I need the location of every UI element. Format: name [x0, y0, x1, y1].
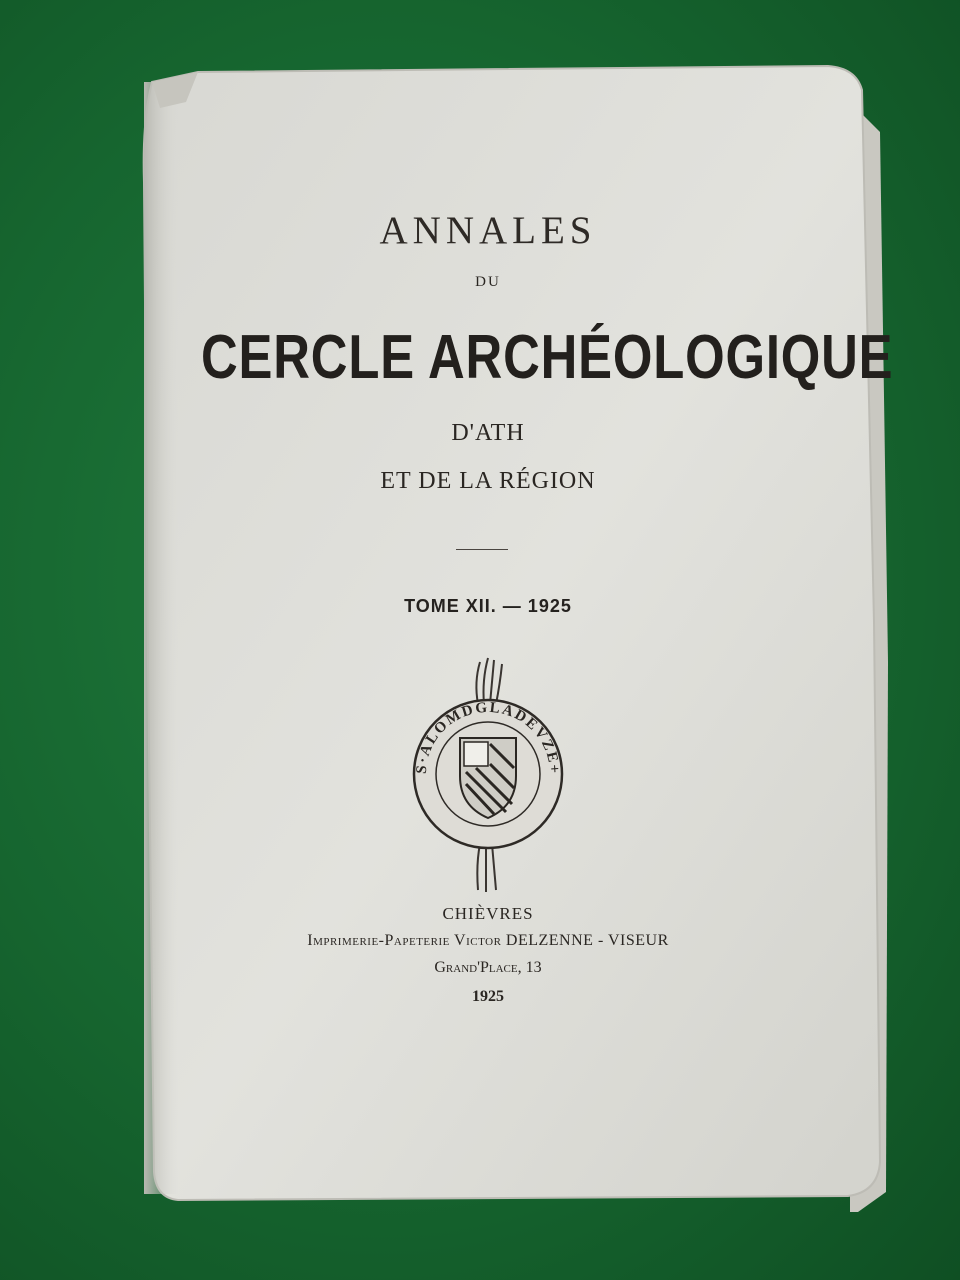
seal-legend: S·ALOMDGLADEVZE+: [413, 699, 563, 776]
cover-text: [138, 62, 894, 1222]
volume-label: TOME XII. — 1925: [404, 596, 572, 616]
imprint-address: Grand'Place, 13: [434, 959, 542, 976]
title-cercle-archeologique: CERCLE ARCHÉOLOGIQUE: [201, 323, 894, 392]
seal-emblem: [410, 654, 566, 894]
divider-rule: [456, 549, 508, 550]
imprint-place: CHIÈVRES: [442, 904, 534, 923]
title-du: DU: [475, 274, 501, 290]
imprint-year: 1925: [472, 988, 504, 1005]
title-annales: ANNALES: [379, 209, 597, 252]
title-dath: D'ATH: [451, 420, 525, 446]
title-et-de-la-region: ET DE LA RÉGION: [380, 468, 596, 494]
imprint-printer: Imprimerie-Papeterie Victor DELZENNE - VISEUR: [307, 932, 669, 949]
book-cover: [138, 62, 894, 1222]
